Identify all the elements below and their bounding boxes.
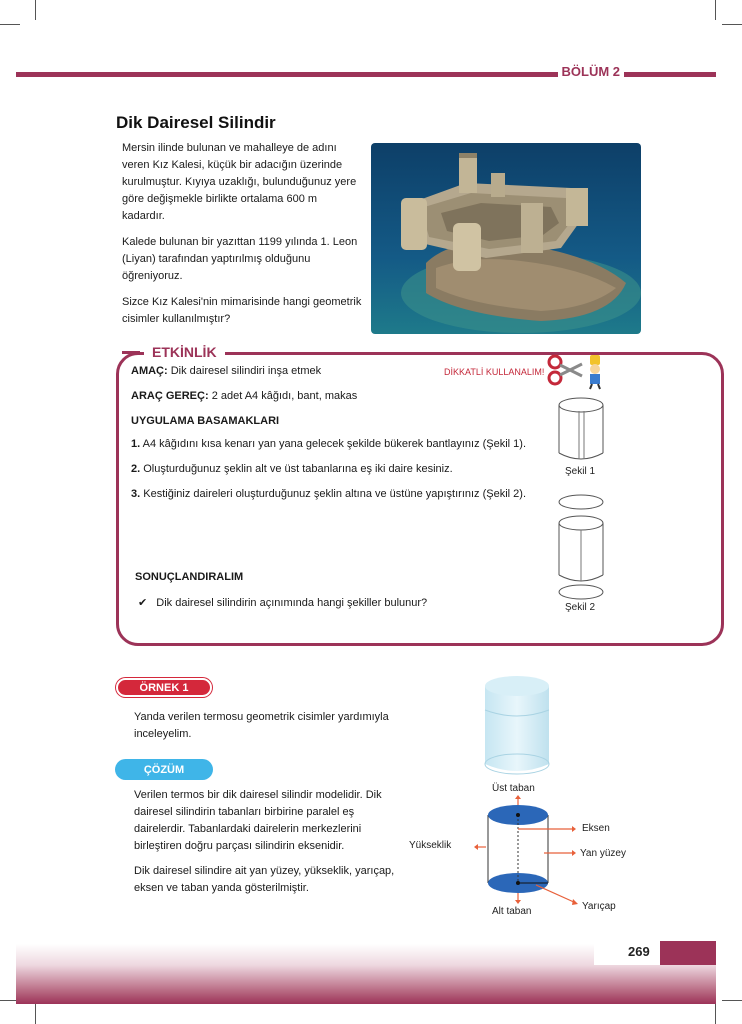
solution-text (134, 787, 404, 905)
step-item (131, 488, 526, 500)
aim-text: Dik dairesel silindiri inşa etmek (170, 365, 322, 377)
label-bottom-base: Alt taban (492, 906, 532, 917)
aim-label: AMAÇ: (131, 365, 168, 377)
cylinder-diagram (470, 795, 590, 912)
solution-label: ÇÖZÜM (116, 760, 212, 779)
scissors-icon (546, 352, 608, 395)
crop-mark (722, 24, 742, 25)
label-height: Yükseklik (409, 840, 452, 851)
example-label: ÖRNEK 1 (116, 678, 212, 697)
steps-heading: UYGULAMA BASAMAKLARI (131, 415, 280, 427)
figure-2-caption: Şekil 2 (565, 602, 596, 613)
step-number: 1. (131, 438, 141, 450)
section-title: Dik Dairesel Silindir (116, 113, 276, 132)
page-number-bar (660, 941, 716, 965)
thermos-cylinder (483, 674, 551, 783)
page-number: 269 (628, 944, 650, 959)
activity-tools (131, 390, 357, 402)
page-number-box (594, 941, 660, 965)
step-text: Kestiğiniz daireleri oluşturduğunuz şeklin altına ve üstüne yapıştırınız (Şekil 2). (143, 488, 526, 500)
solution-paragraph: Verilen termos bir dik dairesel silindir modelidir. Dik dairesel silindirin tabanları birbirine paralel eş dairelerdir. Tabanlardaki dairelerin merkezlerini birleştiren doğru parçası silindirin eksenidir. (134, 789, 382, 852)
castle-photo (371, 143, 641, 334)
intro-paragraph: Sizce Kız Kalesi'nin mimarisinde hangi geometrik cisimler kullanılmıştır? (122, 296, 362, 325)
crop-mark (715, 0, 716, 20)
example-text: Yanda verilen termosu geometrik cisimler yardımıyla inceleyelim. (134, 711, 389, 740)
label-axis: Eksen (582, 823, 610, 834)
crop-mark (722, 1000, 742, 1001)
figure-1-caption: Şekil 1 (565, 466, 596, 477)
intro-text (122, 140, 362, 337)
figure-1-cylinder (555, 395, 607, 470)
intro-paragraph: Kalede bulunan bir yazıttan 1199 yılında 1. Leon (Liyan) tarafından yaptırılmış olduğunu öğreniyoruz. (122, 236, 358, 282)
step-text: Oluşturduğunuz şeklin alt ve üst tabanlarına eş iki daire kesiniz. (143, 463, 453, 475)
step-item (131, 438, 526, 450)
warning-text: DİKKATLİ KULLANALIM! (444, 367, 545, 377)
label-top-base: Üst taban (492, 783, 535, 794)
figure-2-cylinder (555, 492, 607, 609)
intro-paragraph: Mersin ilinde bulunan ve mahalleye de adını veren Kız Kalesi, küçük bir adacığın üzerinde kurulmuştur. Kıyıya uzaklığı, bulunduğunuz yere göre değişmekle birlikte ortalama 600 m kadardır. (122, 142, 357, 222)
conclusion-heading: SONUÇLANDIRALIM (135, 571, 244, 583)
activity-aim (131, 365, 321, 377)
step-text: A4 kâğıdını kısa kenarı yan yana gelecek şekilde bükerek bantlayınız (Şekil 1). (142, 438, 527, 450)
tools-label: ARAÇ GEREÇ: (131, 390, 209, 402)
conclusion-item (138, 596, 427, 609)
label-lateral-surface: Yan yüzey (580, 848, 626, 859)
crop-mark (0, 24, 20, 25)
crop-mark (35, 0, 36, 20)
step-item (131, 463, 453, 475)
activity-title-dash (122, 351, 140, 354)
conclusion-question: Dik dairesel silindirin açınımında hangi şekiller bulunur? (156, 597, 428, 609)
solution-paragraph: Dik dairesel silindire ait yan yüzey, yükseklik, yarıçap, eksen ve taban yanda gösterilmiştir. (134, 865, 395, 894)
activity-title: ETKİNLİK (144, 344, 225, 360)
step-number: 2. (131, 463, 141, 475)
step-number: 3. (131, 488, 141, 500)
tools-text: 2 adet A4 kâğıdı, bant, makas (211, 390, 358, 402)
label-radius: Yarıçap (582, 901, 616, 912)
crop-mark (715, 1004, 716, 1024)
check-icon: ✔ (138, 597, 148, 609)
crop-mark (35, 1004, 36, 1024)
chapter-label: BÖLÜM 2 (558, 64, 625, 79)
